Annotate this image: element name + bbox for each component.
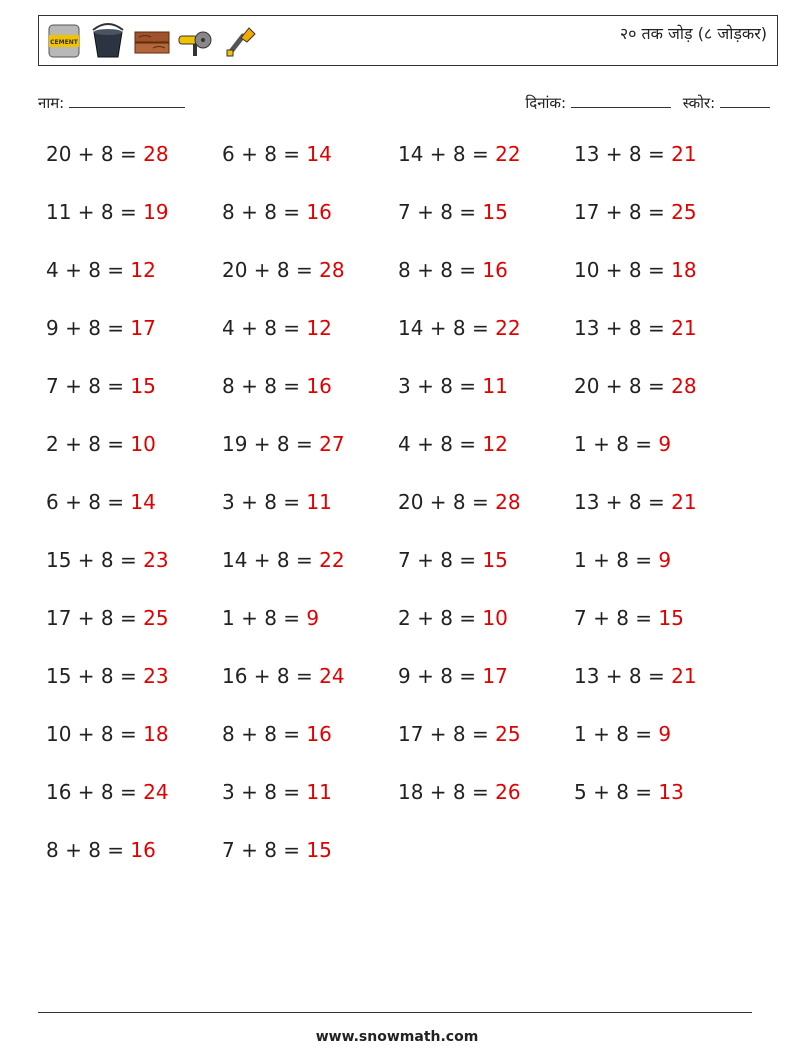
problem-question: 13 + 8 = [574, 664, 672, 688]
problem-question: 6 + 8 = [222, 142, 307, 166]
date-field [525, 93, 670, 113]
problem-item [574, 664, 697, 688]
problem-question: 7 + 8 = [398, 548, 483, 572]
problem-item [222, 374, 332, 398]
problem-item [574, 258, 697, 282]
problem-item [398, 316, 521, 340]
problem-item [574, 490, 697, 514]
problem-answer: 28 [495, 490, 521, 514]
problem-question: 16 + 8 = [222, 664, 320, 688]
problem-item [398, 490, 521, 514]
problem-item [398, 722, 521, 746]
problem-answer: 24 [143, 780, 169, 804]
problem-question: 13 + 8 = [574, 316, 672, 340]
problem-question: 1 + 8 = [574, 432, 659, 456]
problem-question: 14 + 8 = [398, 142, 496, 166]
date-label: दिनांक: [525, 94, 566, 112]
problem-question: 2 + 8 = [398, 606, 483, 630]
problem-question: 20 + 8 = [222, 258, 320, 282]
problem-item [222, 548, 345, 572]
problem-answer: 17 [482, 664, 508, 688]
problem-item [222, 200, 332, 224]
problem-question: 10 + 8 = [46, 722, 144, 746]
problem-answer: 18 [143, 722, 169, 746]
problem-item [398, 606, 508, 630]
problem-answer: 24 [319, 664, 345, 688]
problem-answer: 27 [319, 432, 345, 456]
problem-item [398, 200, 508, 224]
score-blank[interactable] [720, 93, 770, 108]
bucket-icon [89, 22, 127, 60]
problem-answer: 23 [143, 664, 169, 688]
problem-answer: 9 [306, 606, 320, 630]
page-title: २० तक जोड़ (८ जोड़कर) [619, 24, 767, 43]
problem-answer: 13 [658, 780, 684, 804]
problem-answer: 22 [495, 316, 521, 340]
wrench-icon [221, 22, 259, 60]
problem-question: 8 + 8 = [222, 200, 307, 224]
problem-answer: 14 [306, 142, 332, 166]
problem-question: 8 + 8 = [398, 258, 483, 282]
problem-answer: 10 [130, 432, 156, 456]
problem-answer: 15 [130, 374, 156, 398]
problem-question: 20 + 8 = [574, 374, 672, 398]
problem-question: 3 + 8 = [398, 374, 483, 398]
problem-question: 17 + 8 = [398, 722, 496, 746]
footer-url: www.snowmath.com [315, 1029, 479, 1045]
wood-planks-icon [133, 22, 171, 60]
problem-item [398, 780, 521, 804]
problem-answer: 28 [671, 374, 697, 398]
problem-item [222, 664, 345, 688]
cement-label: CEMENT [50, 39, 78, 46]
problem-item [222, 490, 332, 514]
problem-item [398, 548, 508, 572]
problem-item [574, 432, 671, 456]
problem-question: 20 + 8 = [46, 142, 144, 166]
problem-item [574, 142, 697, 166]
problem-question: 19 + 8 = [222, 432, 320, 456]
problem-item [222, 722, 332, 746]
problem-answer: 16 [306, 200, 332, 224]
header-box [38, 15, 778, 66]
problem-answer: 9 [658, 722, 672, 746]
problem-answer: 25 [671, 200, 697, 224]
problem-item [574, 606, 684, 630]
problem-item [222, 432, 345, 456]
problem-answer: 17 [130, 316, 156, 340]
problem-question: 15 + 8 = [46, 548, 144, 572]
problem-question: 7 + 8 = [222, 838, 307, 862]
problem-answer: 16 [130, 838, 156, 862]
problem-question: 18 + 8 = [398, 780, 496, 804]
problem-question: 1 + 8 = [222, 606, 307, 630]
problem-question: 10 + 8 = [574, 258, 672, 282]
problem-item [222, 606, 319, 630]
problem-item [46, 490, 156, 514]
problem-question: 7 + 8 = [574, 606, 659, 630]
problem-item [398, 664, 508, 688]
problem-item [574, 200, 697, 224]
problem-question: 16 + 8 = [46, 780, 144, 804]
problem-answer: 28 [319, 258, 345, 282]
problem-item [574, 780, 684, 804]
problem-answer: 22 [495, 142, 521, 166]
name-blank[interactable] [69, 93, 185, 108]
problem-question: 1 + 8 = [574, 722, 659, 746]
problem-item [222, 316, 332, 340]
problem-answer: 15 [658, 606, 684, 630]
problem-item [398, 374, 508, 398]
problem-question: 6 + 8 = [46, 490, 131, 514]
problem-answer: 11 [306, 780, 332, 804]
problem-answer: 12 [306, 316, 332, 340]
problem-question: 7 + 8 = [398, 200, 483, 224]
problem-question: 5 + 8 = [574, 780, 659, 804]
problem-answer: 21 [671, 142, 697, 166]
problem-answer: 11 [482, 374, 508, 398]
problem-question: 3 + 8 = [222, 780, 307, 804]
date-score-fields [525, 93, 770, 113]
problem-question: 1 + 8 = [574, 548, 659, 572]
problem-answer: 28 [143, 142, 169, 166]
problem-answer: 23 [143, 548, 169, 572]
score-field [683, 93, 770, 113]
problem-answer: 25 [495, 722, 521, 746]
problem-answer: 21 [671, 490, 697, 514]
problem-item [46, 374, 156, 398]
problem-answer: 15 [306, 838, 332, 862]
problem-item [46, 838, 156, 862]
problem-item [46, 548, 169, 572]
problem-answer: 15 [482, 548, 508, 572]
problem-question: 8 + 8 = [222, 374, 307, 398]
problem-item [574, 548, 671, 572]
score-label: स्कोर: [682, 94, 716, 112]
problem-answer: 15 [482, 200, 508, 224]
problem-question: 11 + 8 = [46, 200, 144, 224]
problem-item [574, 374, 697, 398]
problem-answer: 19 [143, 200, 169, 224]
problem-question: 20 + 8 = [398, 490, 496, 514]
problem-question: 4 + 8 = [398, 432, 483, 456]
problem-answer: 9 [658, 432, 672, 456]
problem-question: 4 + 8 = [222, 316, 307, 340]
problem-item [398, 258, 508, 282]
problem-question: 14 + 8 = [222, 548, 320, 572]
problem-answer: 21 [671, 664, 697, 688]
date-blank[interactable] [571, 93, 671, 108]
problem-answer: 21 [671, 316, 697, 340]
problem-question: 17 + 8 = [46, 606, 144, 630]
problem-item [398, 432, 508, 456]
problem-answer: 16 [306, 374, 332, 398]
problem-answer: 12 [130, 258, 156, 282]
problem-answer: 18 [671, 258, 697, 282]
problem-question: 8 + 8 = [222, 722, 307, 746]
problem-item [46, 142, 169, 166]
problem-question: 17 + 8 = [574, 200, 672, 224]
problem-question: 4 + 8 = [46, 258, 131, 282]
problem-question: 15 + 8 = [46, 664, 144, 688]
problem-question: 9 + 8 = [46, 316, 131, 340]
problem-question: 13 + 8 = [574, 142, 672, 166]
problem-question: 14 + 8 = [398, 316, 496, 340]
footer-divider [38, 1012, 752, 1013]
problem-answer: 9 [658, 548, 672, 572]
problem-answer: 16 [482, 258, 508, 282]
problem-item [46, 780, 169, 804]
name-label: नाम: [38, 94, 65, 112]
problem-item [574, 316, 697, 340]
problem-item [222, 780, 332, 804]
problem-question: 13 + 8 = [574, 490, 672, 514]
problem-question: 7 + 8 = [46, 374, 131, 398]
angle-grinder-icon [177, 22, 215, 60]
name-field [38, 93, 185, 113]
problem-item [46, 606, 169, 630]
problem-item [222, 258, 345, 282]
problem-answer: 11 [306, 490, 332, 514]
problem-item [46, 664, 169, 688]
problem-answer: 22 [319, 548, 345, 572]
problem-answer: 25 [143, 606, 169, 630]
problem-answer: 10 [482, 606, 508, 630]
problem-item [46, 432, 156, 456]
cement-bag-icon [45, 22, 83, 60]
problem-item [46, 258, 156, 282]
problem-item [398, 142, 521, 166]
problem-question: 9 + 8 = [398, 664, 483, 688]
problem-question: 8 + 8 = [46, 838, 131, 862]
problem-answer: 12 [482, 432, 508, 456]
problem-item [222, 142, 332, 166]
header-icons [45, 22, 259, 60]
problem-item [46, 722, 169, 746]
problem-item [574, 722, 671, 746]
problem-answer: 26 [495, 780, 521, 804]
problem-question: 2 + 8 = [46, 432, 131, 456]
problem-item [46, 316, 156, 340]
problem-answer: 16 [306, 722, 332, 746]
problem-question: 3 + 8 = [222, 490, 307, 514]
problem-answer: 14 [130, 490, 156, 514]
problem-item [46, 200, 169, 224]
problem-item [222, 838, 332, 862]
